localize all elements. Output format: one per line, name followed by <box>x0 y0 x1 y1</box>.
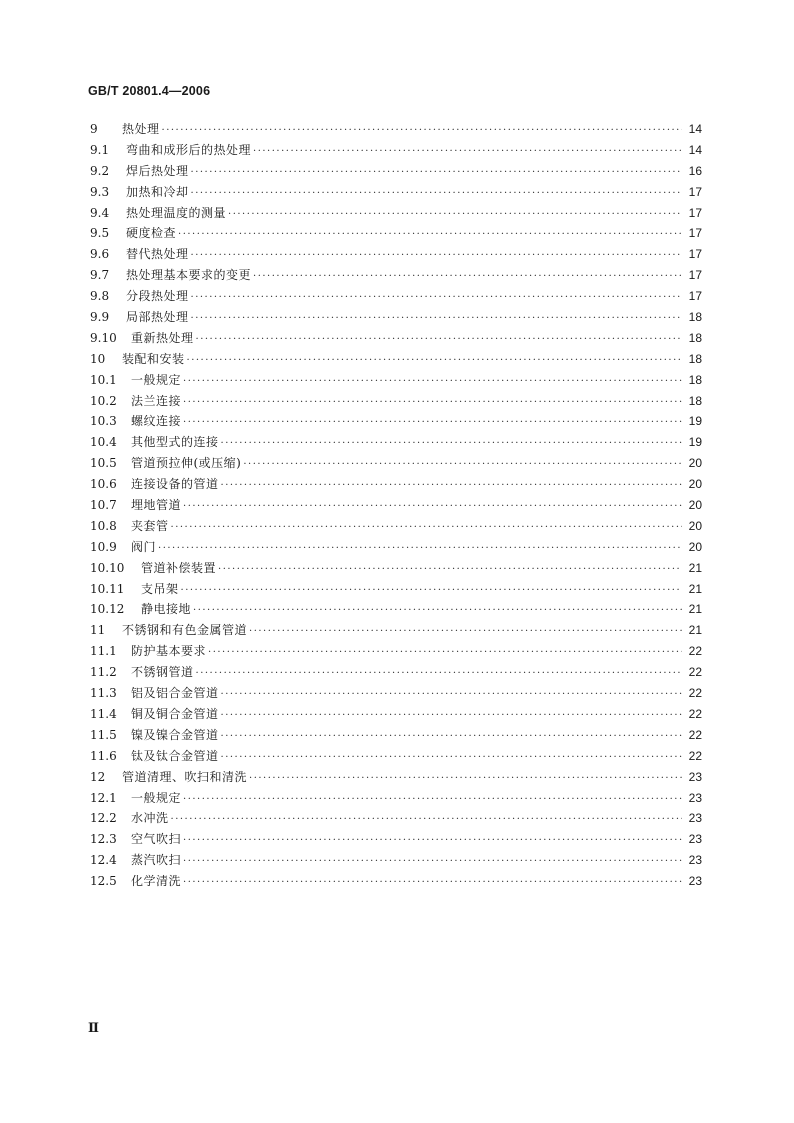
toc-leader-dots <box>196 330 682 351</box>
toc-entry-title: 热处理温度的测量 <box>126 205 227 220</box>
toc-entry-page: 19 <box>688 414 702 429</box>
table-of-contents <box>90 119 702 892</box>
toc-entry-page: 21 <box>688 581 702 596</box>
toc-entry[interactable] <box>90 307 702 328</box>
toc-leader-dots <box>183 790 682 811</box>
toc-entry[interactable] <box>90 432 702 453</box>
toc-entry-number: 9.4 <box>90 205 110 220</box>
toc-entry-title: 替代热处理 <box>126 247 189 262</box>
toc-leader-dots <box>221 476 682 497</box>
toc-entry-number: 10.9 <box>90 539 117 554</box>
toc-leader-dots <box>183 393 682 414</box>
toc-leader-dots <box>187 351 682 372</box>
toc-entry[interactable] <box>90 223 702 244</box>
toc-entry-number: 12.4 <box>90 853 117 868</box>
toc-entry-page: 18 <box>688 372 702 387</box>
toc-entry-page: 23 <box>688 874 702 889</box>
toc-entry[interactable] <box>90 829 702 850</box>
toc-entry[interactable] <box>90 182 702 203</box>
toc-entry-page: 22 <box>688 665 702 680</box>
toc-leader-dots <box>183 497 682 518</box>
toc-leader-dots <box>208 643 682 664</box>
toc-leader-dots <box>196 664 682 685</box>
toc-leader-dots <box>183 873 682 894</box>
toc-entry-title: 重新热处理 <box>131 330 194 345</box>
toc-leader-dots <box>191 288 682 309</box>
toc-entry-page: 20 <box>688 456 702 471</box>
toc-entry[interactable] <box>90 265 702 286</box>
toc-entry[interactable] <box>90 370 702 391</box>
toc-leader-dots <box>218 560 682 581</box>
toc-entry-page: 17 <box>688 268 702 283</box>
toc-entry-page: 23 <box>688 790 702 805</box>
toc-entry-page: 14 <box>688 122 702 136</box>
toc-entry[interactable] <box>90 788 702 809</box>
toc-entry-title: 支吊架 <box>141 581 179 596</box>
toc-entry-title: 加热和冷却 <box>126 184 189 199</box>
toc-entry-title: 其他型式的连接 <box>131 435 219 450</box>
toc-entry-page: 17 <box>688 247 702 262</box>
toc-leader-dots <box>183 831 682 852</box>
toc-entry-page: 17 <box>688 205 702 220</box>
toc-entry-number: 9.1 <box>90 142 110 157</box>
toc-entry-title: 铜及铜合金管道 <box>131 706 219 721</box>
toc-entry[interactable] <box>90 203 702 224</box>
toc-entry[interactable] <box>90 808 702 829</box>
toc-entry-title: 焊后热处理 <box>126 163 189 178</box>
toc-entry-title: 管道清理、吹扫和清洗 <box>122 769 248 784</box>
toc-entry[interactable] <box>90 161 702 182</box>
toc-entry-number: 10.6 <box>90 477 117 492</box>
toc-leader-dots <box>253 267 682 288</box>
toc-entry-title: 钛及钛合金管道 <box>131 748 219 763</box>
toc-entry-page: 22 <box>688 706 702 721</box>
toc-entry-title: 水冲洗 <box>131 811 169 826</box>
toc-entry[interactable] <box>90 704 702 725</box>
toc-entry-page: 18 <box>688 330 702 345</box>
toc-entry-page: 16 <box>688 163 702 178</box>
toc-entry-number: 12.3 <box>90 832 117 847</box>
toc-entry-title: 蒸汽吹扫 <box>131 853 182 868</box>
toc-entry-number: 10.4 <box>90 435 117 450</box>
toc-entry-number: 11.1 <box>90 644 117 659</box>
toc-entry-title: 化学清洗 <box>131 874 182 889</box>
toc-entry-number: 12.1 <box>90 790 117 805</box>
toc-leader-dots <box>228 205 682 226</box>
toc-entry-page: 22 <box>688 644 702 659</box>
toc-entry-title: 一般规定 <box>131 372 182 387</box>
toc-entry-title: 静电接地 <box>141 602 192 617</box>
toc-entry[interactable] <box>90 871 702 892</box>
toc-entry-page: 23 <box>688 769 702 784</box>
toc-entry-number: 10.7 <box>90 498 117 513</box>
toc-entry-number: 11 <box>90 623 106 638</box>
toc-entry-title: 管道补偿装置 <box>141 560 217 575</box>
toc-entry-title: 铝及铝合金管道 <box>131 686 219 701</box>
toc-entry-page: 21 <box>688 602 702 617</box>
toc-entry[interactable] <box>90 286 702 307</box>
toc-entry-title: 镍及镍合金管道 <box>131 727 219 742</box>
toc-entry[interactable] <box>90 140 702 161</box>
toc-leader-dots <box>249 769 682 790</box>
toc-entry-page: 17 <box>688 226 702 241</box>
toc-entry[interactable] <box>90 641 702 662</box>
toc-entry-title: 夹套管 <box>131 518 169 533</box>
toc-entry-page: 21 <box>688 623 702 638</box>
toc-leader-dots <box>191 163 682 184</box>
toc-leader-dots <box>178 225 682 246</box>
toc-leader-dots <box>181 581 682 602</box>
toc-leader-dots <box>191 309 682 330</box>
toc-entry-number: 10 <box>90 351 106 366</box>
toc-entry-page: 18 <box>688 393 702 408</box>
toc-leader-dots <box>191 246 682 267</box>
toc-entry[interactable] <box>90 411 702 432</box>
toc-leader-dots <box>183 372 682 393</box>
toc-leader-dots <box>221 748 682 769</box>
toc-leader-dots <box>221 434 682 455</box>
toc-entry-page: 23 <box>688 832 702 847</box>
toc-entry-number: 12 <box>90 769 106 784</box>
toc-entry[interactable] <box>90 244 702 265</box>
toc-leader-dots <box>171 810 682 831</box>
toc-entry[interactable] <box>90 850 702 871</box>
toc-entry-number: 10.12 <box>90 602 125 617</box>
toc-entry-page: 19 <box>688 435 702 450</box>
toc-entry-title: 不锈钢管道 <box>131 665 194 680</box>
toc-entry-title: 法兰连接 <box>131 393 182 408</box>
toc-entry-number: 11.5 <box>90 727 117 742</box>
toc-entry-title: 不锈钢和有色金属管道 <box>122 623 248 638</box>
toc-entry-number: 10.2 <box>90 393 117 408</box>
toc-entry-number: 9.9 <box>90 310 110 325</box>
toc-entry-page: 22 <box>688 727 702 742</box>
page-number-footer: Ⅱ <box>88 1020 99 1035</box>
toc-entry-page: 18 <box>688 351 702 366</box>
toc-entry[interactable] <box>90 453 702 474</box>
toc-entry-title: 硬度检查 <box>126 226 177 241</box>
toc-entry-page: 23 <box>688 811 702 826</box>
toc-leader-dots <box>158 539 682 560</box>
toc-entry[interactable] <box>90 119 702 140</box>
toc-entry-title: 埋地管道 <box>131 498 182 513</box>
toc-entry-number: 10.3 <box>90 414 117 429</box>
toc-entry-page: 17 <box>688 184 702 199</box>
toc-leader-dots <box>191 184 682 205</box>
toc-entry-number: 12.5 <box>90 874 117 889</box>
toc-entry-title: 空气吹扫 <box>131 832 182 847</box>
toc-entry[interactable] <box>90 746 702 767</box>
toc-entry-title: 热处理基本要求的变更 <box>126 268 252 283</box>
toc-entry-number: 11.2 <box>90 665 117 680</box>
toc-entry-number: 11.4 <box>90 706 117 721</box>
toc-entry[interactable] <box>90 662 702 683</box>
toc-entry-title: 阀门 <box>131 539 157 554</box>
toc-entry[interactable] <box>90 474 702 495</box>
document-id-header: GB/T 20801.4—2006 <box>88 84 211 98</box>
toc-entry[interactable] <box>90 391 702 412</box>
toc-entry-number: 9 <box>90 122 98 136</box>
toc-entry[interactable] <box>90 683 702 704</box>
toc-entry-number: 10.8 <box>90 518 117 533</box>
toc-leader-dots <box>253 142 682 163</box>
toc-leader-dots <box>221 706 682 727</box>
toc-entry-title: 局部热处理 <box>126 310 189 325</box>
toc-entry-page: 21 <box>688 560 702 575</box>
toc-leader-dots <box>193 601 682 622</box>
toc-entry-title: 分段热处理 <box>126 289 189 304</box>
toc-entry-number: 10.1 <box>90 372 117 387</box>
toc-entry-number: 9.8 <box>90 289 110 304</box>
toc-leader-dots <box>243 455 682 476</box>
toc-entry-page: 23 <box>688 853 702 868</box>
toc-entry[interactable] <box>90 725 702 746</box>
toc-entry-number: 11.3 <box>90 686 117 701</box>
toc-entry-title: 连接设备的管道 <box>131 477 219 492</box>
toc-entry-number: 12.2 <box>90 811 117 826</box>
toc-entry-page: 20 <box>688 518 702 533</box>
toc-entry[interactable] <box>90 516 702 537</box>
toc-leader-dots <box>171 518 682 539</box>
toc-entry-number: 10.5 <box>90 456 117 471</box>
toc-entry-title: 螺纹连接 <box>131 414 182 429</box>
toc-entry-number: 9.10 <box>90 330 117 345</box>
toc-leader-dots <box>183 852 682 873</box>
toc-entry-number: 10.10 <box>90 560 125 575</box>
toc-entry[interactable] <box>90 599 702 620</box>
toc-entry[interactable] <box>90 767 702 788</box>
toc-entry-number: 9.5 <box>90 226 110 241</box>
toc-entry[interactable] <box>90 579 702 600</box>
toc-entry-title: 管道预拉伸(或压缩) <box>131 456 242 471</box>
toc-entry[interactable] <box>90 495 702 516</box>
toc-entry-title: 热处理 <box>122 122 160 136</box>
toc-entry-number: 9.6 <box>90 247 110 262</box>
toc-entry-page: 20 <box>688 477 702 492</box>
toc-entry-page: 17 <box>688 289 702 304</box>
toc-entry-number: 11.6 <box>90 748 117 763</box>
toc-entry[interactable] <box>90 537 702 558</box>
toc-leader-dots <box>183 413 682 434</box>
toc-entry[interactable] <box>90 558 702 579</box>
toc-entry-title: 弯曲和成形后的热处理 <box>126 142 252 157</box>
toc-entry[interactable] <box>90 328 702 349</box>
toc-leader-dots <box>221 685 682 706</box>
toc-entry-number: 9.3 <box>90 184 110 199</box>
toc-entry-page: 22 <box>688 748 702 763</box>
toc-leader-dots <box>221 727 682 748</box>
toc-entry-title: 一般规定 <box>131 790 182 805</box>
toc-entry-number: 9.7 <box>90 268 110 283</box>
toc-entry-page: 20 <box>688 539 702 554</box>
toc-entry-number: 9.2 <box>90 163 110 178</box>
toc-entry[interactable] <box>90 349 702 370</box>
toc-entry-title: 防护基本要求 <box>131 644 207 659</box>
toc-entry-page: 18 <box>688 310 702 325</box>
toc-entry-page: 20 <box>688 498 702 513</box>
toc-entry[interactable] <box>90 620 702 641</box>
toc-entry-page: 14 <box>688 142 702 157</box>
toc-entry-page: 22 <box>688 686 702 701</box>
toc-entry-title: 装配和安装 <box>122 351 185 366</box>
toc-leader-dots <box>249 622 682 643</box>
toc-leader-dots <box>162 121 682 142</box>
toc-entry-number: 10.11 <box>90 581 125 596</box>
